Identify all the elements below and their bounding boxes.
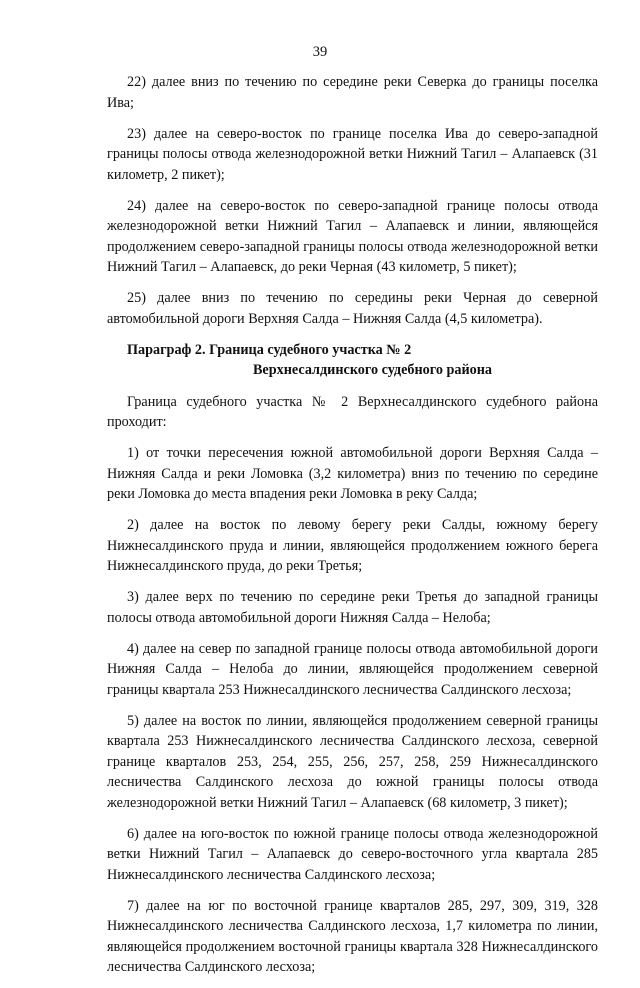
section-heading-line2: Верхнесалдинского судебного района (252, 361, 493, 378)
paragraph-22: 22) далее вниз по течению по середине реки Северка до границы поселка Ива; (107, 74, 598, 111)
document-body (107, 72, 598, 988)
paragraph-2: 2) далее на восток по левому берегу реки Салды, южному берегу Нижнесалдинского пруда и линии, являющейся продолжением южного берега Нижнесалдинского пруда, до реки Третья; (107, 517, 598, 574)
paragraph-23: 23) далее на северо-восток по границе поселка Ива до северо-западной границы полосы отвода железнодорожной ветки Нижний Тагил – Алапаевск (31 километр, 2 пикет); (107, 125, 598, 183)
section-heading-line1: Параграф 2. Граница судебного участка № 2 (127, 341, 412, 358)
intro-paragraph: Граница судебного участка № 2 Верхнесалдинского судебного района проходит: (107, 393, 598, 430)
paragraph-25: 25) далее вниз по течению по середины реки Черная до северной автомобильной дороги Верхняя Салда – Нижняя Салда (4,5 километра). (107, 290, 598, 327)
paragraph-7: 7) далее на юг по восточной границе кварталов 285, 297, 309, 319, 328 Нижнесалдинского лесничества Салдинского лесхоза, 1,7 километра по линии, являющейся продолжением восточной границы квартала 328 Нижнесалдинского лесничества Салдинского лесхоза; (107, 897, 598, 975)
paragraph-3: 3) далее верх по течению по середине реки Третья до западной границы полосы отвода автомобильной дороги Нижняя Салда – Нелоба; (107, 589, 598, 626)
paragraph-5: 5) далее на восток по линии, являющейся продолжением северной границы квартала 253 Нижнесалдинского лесничества Салдинского лесхоза, северной границе кварталов 253, 254, 255, 256, 257, 258, 259 Нижнесалдинского лесничества Салдинского лесхоза до южной границы полосы отвода железнодорожной ветки Нижний Тагил – Алапаевск (68 километр, 3 пикет); (107, 712, 598, 811)
paragraph-24: 24) далее на северо-восток по северо-западной границе полосы отвода железнодорожной ветки Нижний Тагил – Алапаевск и линии, являющейся продолжением северо-западной границы полосы отвода железнодорожной ветки Нижний Тагил – Алапаевск, до реки Черная (43 километр, 5 пикет); (107, 197, 598, 275)
page-number: 39 (312, 44, 328, 60)
section-heading (107, 340, 598, 380)
paragraph-1: 1) от точки пересечения южной автомобильной дороги Верхняя Салда – Нижняя Салда и реки Ломовка (3,2 километра) вниз по течению по середине реки Ломовка до места впадения реки Ломовка в реку Салда; (107, 445, 598, 502)
paragraph-4: 4) далее на север по западной границе полосы отвода автомобильной дороги Нижняя Салда – Нелоба до линии, являющейся продолжением северной границы квартала 253 Нижнесалдинского лесничества Салдинского лесхоза; (107, 640, 598, 698)
paragraph-6: 6) далее на юго-восток по южной границе полосы отвода железнодорожной ветки Нижний Тагил – Алапаевск до северо-восточного угла квартала 285 Нижнесалдинского лесничества Салдинского лесхоза; (107, 825, 598, 883)
